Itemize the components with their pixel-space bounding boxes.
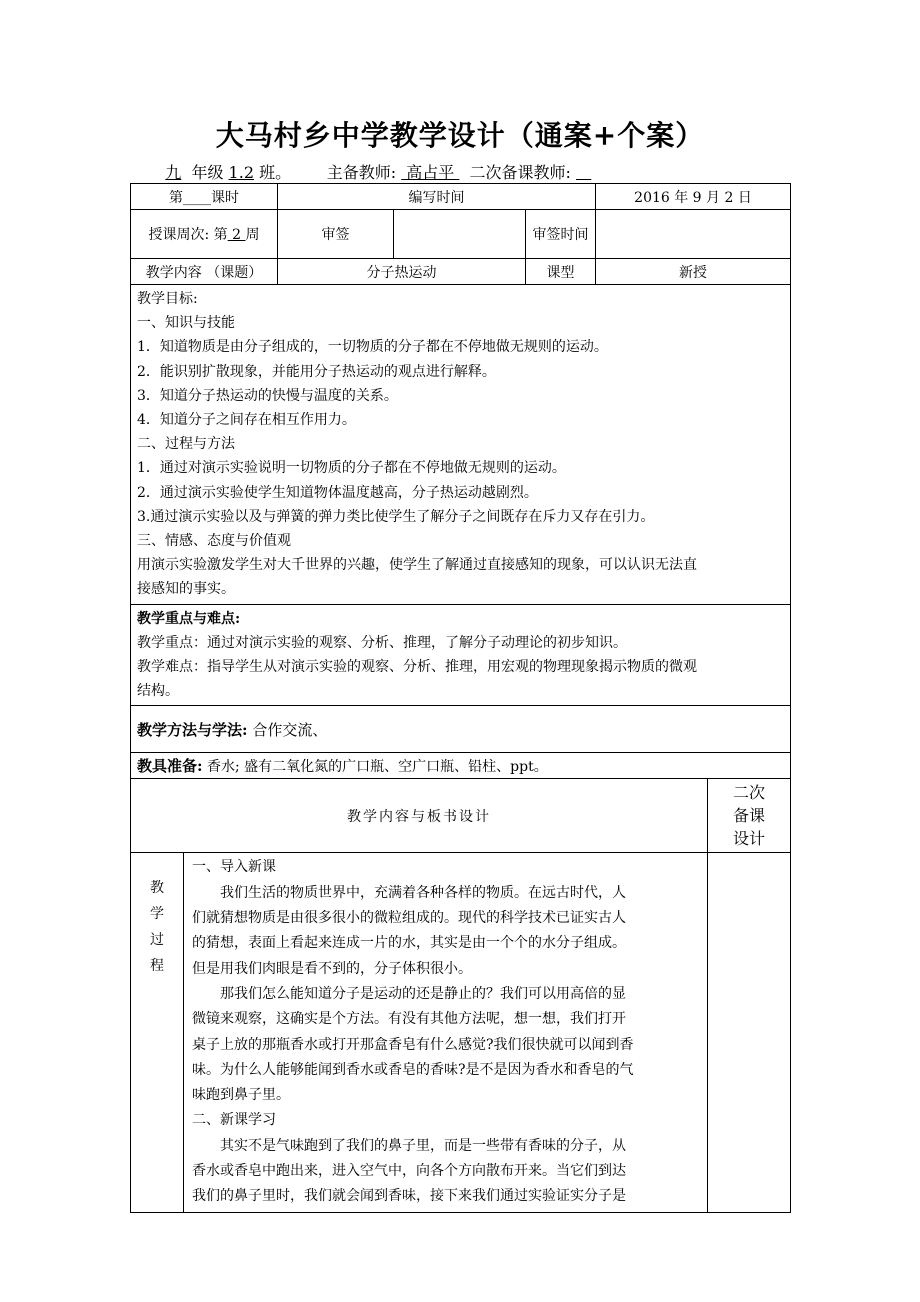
- key-point-line: 教学重点：通过对演示实验的观察、分析、推理，了解分子动理论的初步知识。: [137, 634, 627, 651]
- process-line: 我们生活的物质世界中，充满着各种各样的物质。在远古时代，人: [220, 884, 626, 901]
- key-points-heading: 教学重点与难点:: [137, 610, 241, 627]
- goal-line: 二、过程与方法: [137, 436, 235, 453]
- process-line: 的猜想，表面上看起来连成一片的水，其实是由一个个的水分子组成。: [192, 935, 626, 952]
- class-info-line: [150, 160, 591, 183]
- teaching-goals-section: [131, 285, 791, 605]
- process-line: 们就猜想物质是由很多很小的微粒组成的。现代的科学技术已证实古人: [192, 910, 626, 927]
- tools-section: [131, 753, 791, 779]
- process-char: 教: [150, 880, 164, 897]
- grade-value: 九: [165, 163, 182, 182]
- second-teacher-label: 二次备课教师:: [469, 163, 577, 182]
- board-design-title: 教学内容与板书设计: [131, 779, 708, 853]
- method-label: 教学方法与学法:: [137, 720, 248, 739]
- second-prep-line: 二次: [733, 783, 766, 803]
- content-label: 教学内容 （课题）: [131, 259, 278, 285]
- second-prep-line: 备课: [733, 806, 766, 826]
- lesson-plan-table: [130, 183, 791, 1213]
- second-prep-line: 设计: [733, 829, 766, 849]
- key-points-section: [131, 604, 791, 706]
- method-value: 合作交流、: [247, 720, 328, 739]
- goal-line: 接感知的事实。: [137, 581, 235, 598]
- process-line: 味跑到鼻子里。: [192, 1087, 290, 1104]
- goal-line: 2．能识别扩散现象，并能用分子热运动的观点进行解释。: [137, 363, 496, 380]
- process-line: 微镜来观察，这确实是个方法。有没有其他方法呢，想一想，我们打开: [192, 1011, 626, 1028]
- write-date: 2016 年 9 月 2 日: [596, 184, 791, 210]
- lesson-type-label: 课型: [526, 259, 596, 285]
- review-time-value: [596, 210, 791, 259]
- goal-line: 一、知识与技能: [137, 315, 235, 332]
- week-number: 2: [227, 227, 246, 243]
- goal-line: 3．知道分子热运动的快慢与温度的关系。: [137, 387, 398, 404]
- second-prep-header: [708, 779, 791, 853]
- document-title: 大马村乡中学教学设计（通案+个案）: [215, 119, 705, 152]
- process-char: 学: [150, 906, 164, 923]
- tools-value: 香水; 盛有二氧化氮的广口瓶、空广口瓶、铅柱、ppt。: [202, 759, 548, 776]
- process-char: 过: [150, 932, 164, 949]
- goal-line: 三、情感、态度与价值观: [137, 533, 291, 550]
- week-unit: 周: [245, 227, 260, 243]
- review-label: 审签: [278, 210, 394, 259]
- review-value: [394, 210, 526, 259]
- class-label: 班。: [254, 163, 292, 182]
- write-time-label: 编写时间: [278, 184, 596, 210]
- lesson-topic: 分子热运动: [278, 259, 526, 285]
- goal-line: 1．知道物质是由分子组成的，一切物质的分子都在不停地做无规则的运动。: [137, 339, 608, 356]
- goal-line: 用演示实验激发学生对大千世界的兴趣，使学生了解通过直接感知的现象，可以认识无法直: [137, 557, 697, 574]
- main-teacher-name: 高占平: [401, 163, 460, 182]
- main-teacher-label: 主备教师:: [326, 163, 402, 182]
- process-line: 那我们怎么能知道分子是运动的还是静止的？我们可以用高倍的显: [220, 985, 626, 1002]
- process-char: 程: [150, 958, 164, 975]
- goal-line: 4．知道分子之间存在相互作用力。: [137, 412, 356, 429]
- teaching-process-content: [184, 853, 708, 1212]
- process-line: 我们的鼻子里时，我们就会闻到香味，接下来我们通过实验证实分子是: [192, 1188, 626, 1205]
- process-line: 其实不是气味跑到了我们的鼻子里，而是一些带有香味的分子，从: [220, 1137, 626, 1154]
- process-line: 一、导入新课: [192, 859, 276, 876]
- key-point-line: 结构。: [137, 683, 179, 700]
- second-teacher-blank: [576, 163, 591, 182]
- class-value: 1.2: [228, 163, 254, 182]
- goal-line: 3.通过演示实验以及与弹簧的弹力类比使学生了解分子之间既存在斥力又存在引力。: [137, 508, 655, 525]
- goal-line: 教学目标:: [137, 291, 198, 307]
- process-line: 桌子上放的那瓶香水或打开那盒香皂有什么感觉?我们很快就可以闻到香: [192, 1036, 634, 1053]
- lesson-type-value: 新授: [596, 259, 791, 285]
- key-point-line: 教学难点：指导学生从对演示实验的观察、分析、推理，用宏观的物理现象揭示物质的微观: [137, 659, 697, 676]
- method-section: [131, 706, 791, 753]
- teaching-week-cell: [131, 210, 278, 259]
- process-line: 味。为什么人能够能闻到香水或香皂的香味?是不是因为香水和香皂的气: [192, 1061, 634, 1078]
- lesson-number-cell: 第____课时: [131, 184, 278, 210]
- process-line: 香水或香皂中跑出来，进入空气中，向各个方向散布开来。当它们到达: [192, 1163, 626, 1180]
- review-time-label: 审签时间: [526, 210, 596, 259]
- second-prep-notes: [708, 853, 791, 1212]
- process-line: 但是用我们肉眼是看不到的，分子体积很小。: [192, 960, 472, 977]
- goal-line: 1．通过对演示实验说明一切物质的分子都在不停地做无规则的运动。: [137, 460, 566, 477]
- grade-label: 年级: [181, 163, 229, 182]
- process-line: 二、新课学习: [192, 1112, 276, 1129]
- teaching-process-label: [131, 853, 184, 1212]
- goal-line: 2．通过演示实验使学生知道物体温度越高，分子热运动越剧烈。: [137, 484, 538, 501]
- week-label: 授课周次: 第: [148, 227, 228, 243]
- tools-label: 教具准备:: [137, 757, 203, 776]
- grade-pad: [150, 163, 165, 182]
